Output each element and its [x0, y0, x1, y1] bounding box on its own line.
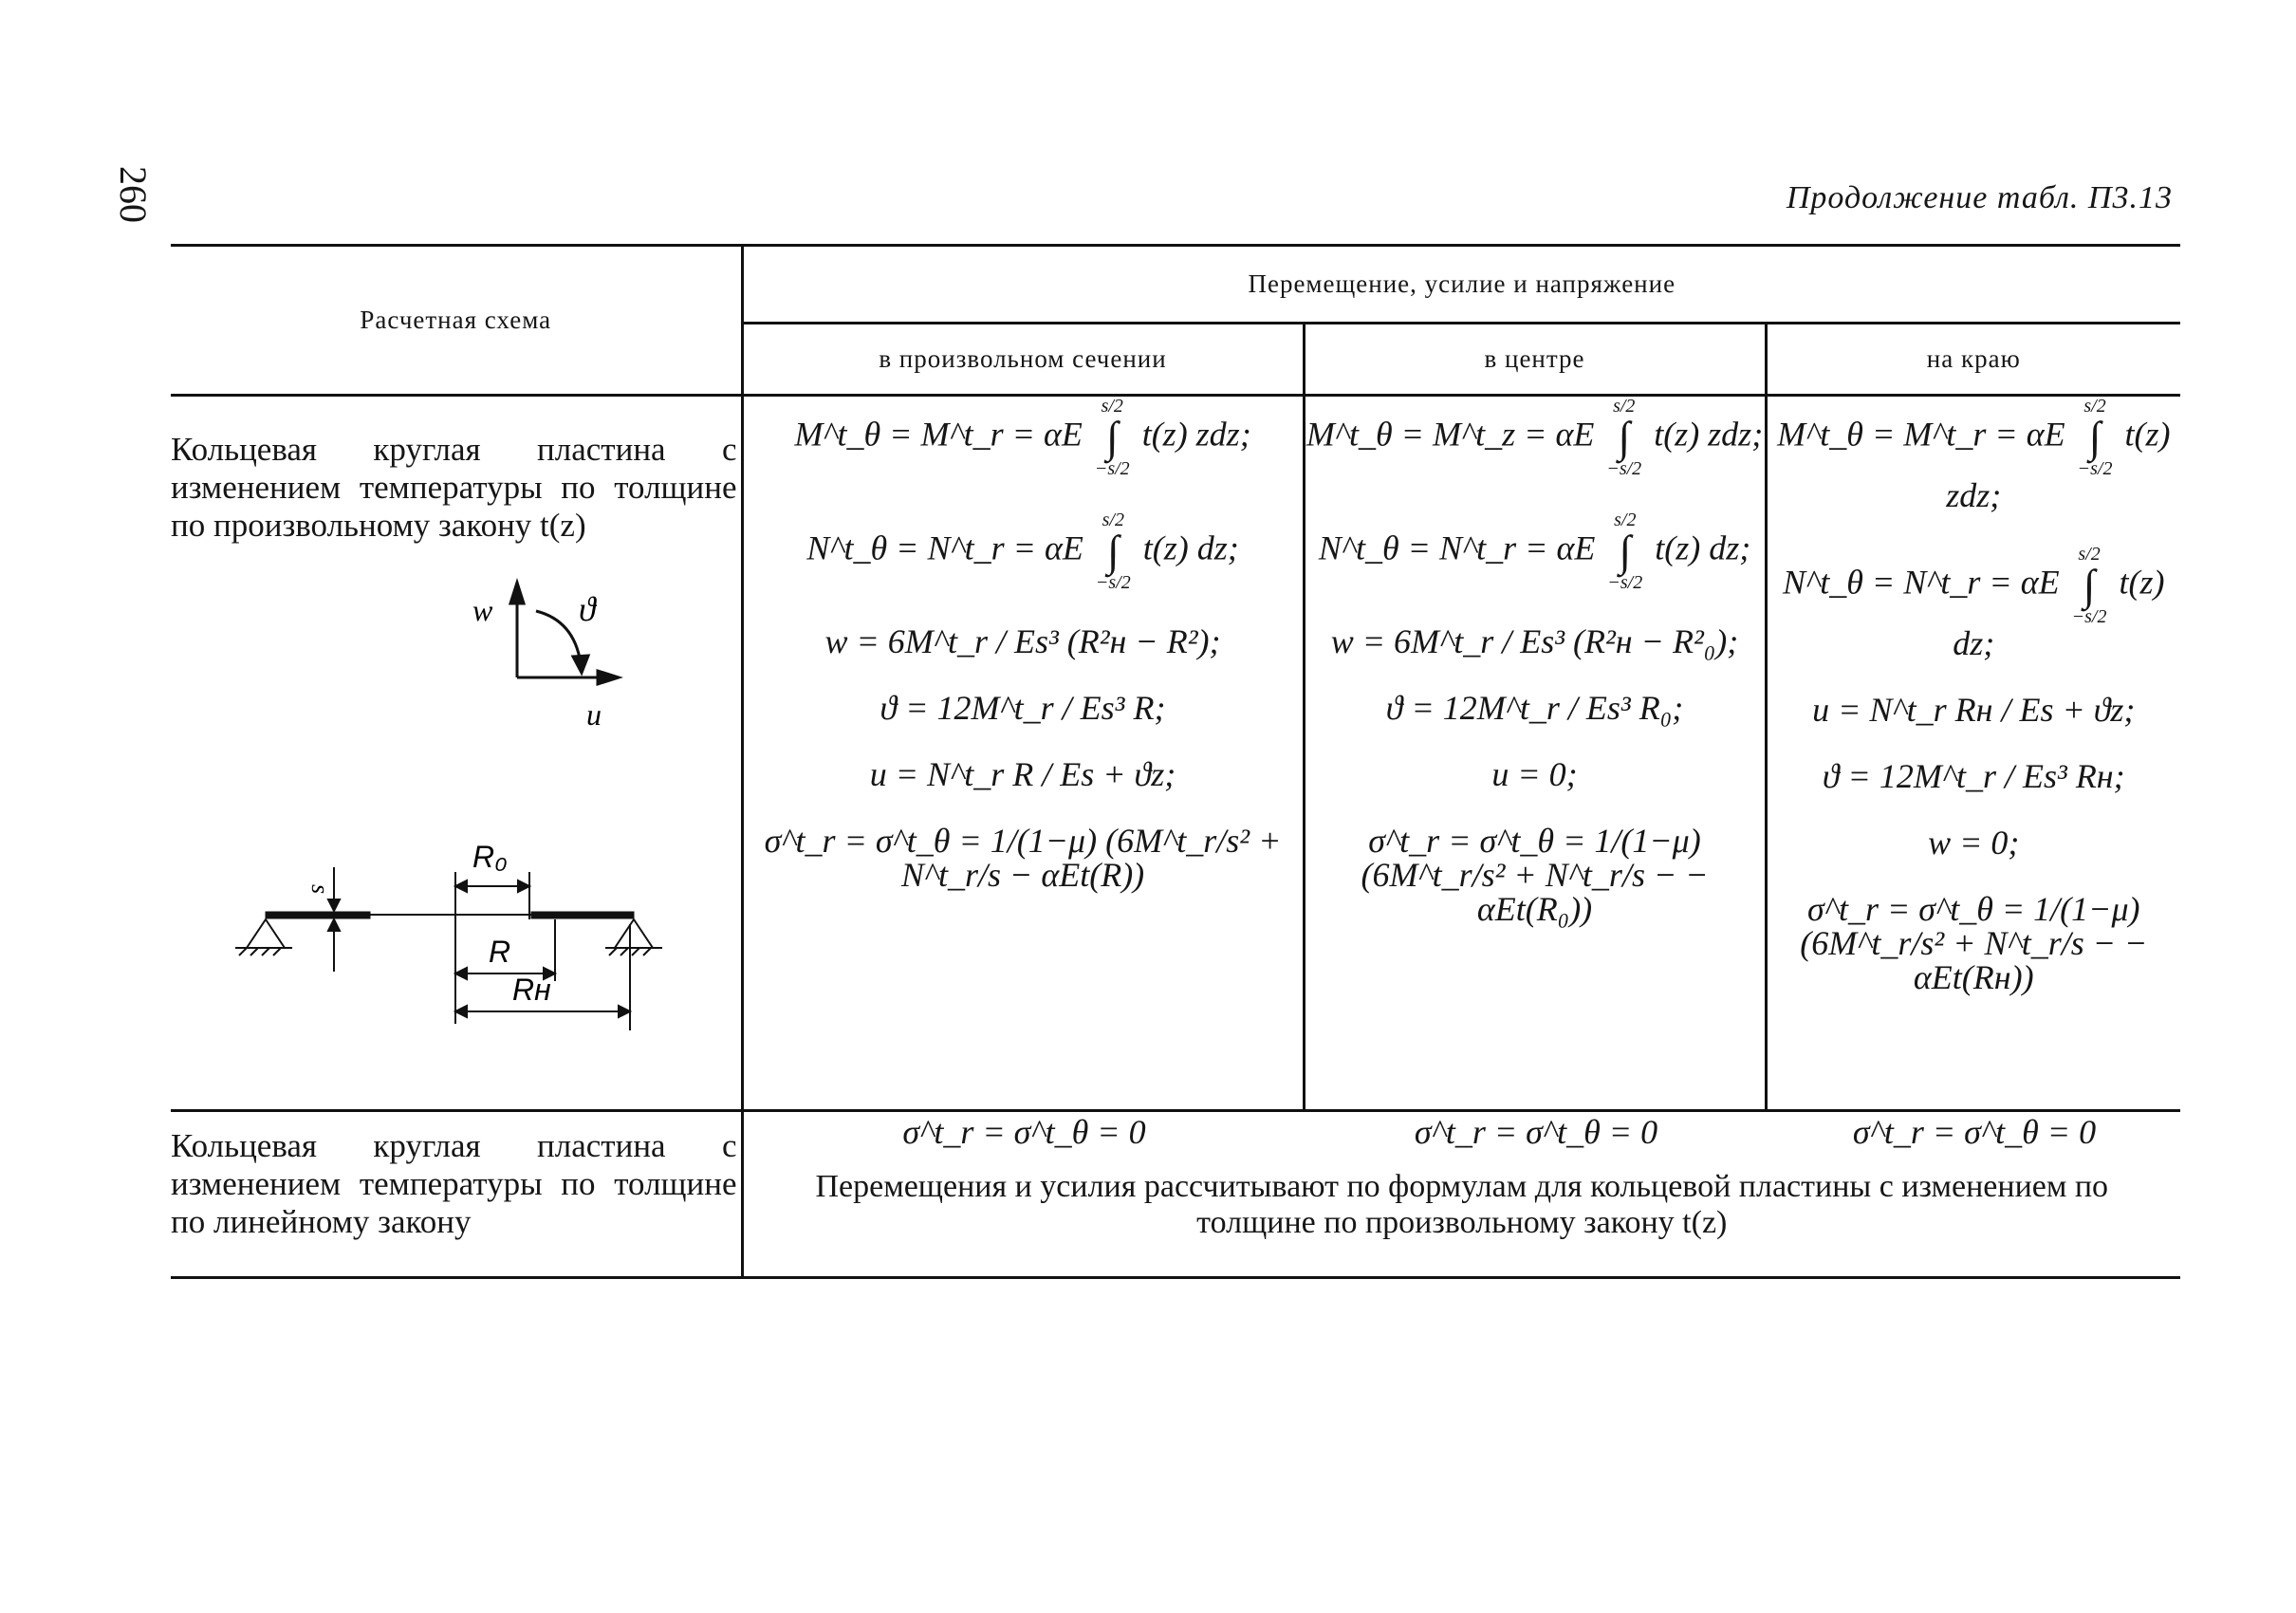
axis-u-label: u: [586, 697, 602, 732]
header-edge: на краю: [1926, 344, 2021, 373]
dim-r0-label: R₀: [472, 840, 508, 874]
sigma-zero-arbitrary: σ^t_r = σ^t_θ = 0: [902, 1113, 1146, 1151]
formulas-arbitrary-section: [742, 396, 1304, 1111]
dim-rn-label: Rн: [512, 973, 551, 1007]
force-formula: N^t_θ = N^t_r = αE s/2 ∫ −s/2 t(z) dz;: [806, 510, 1239, 593]
formulas-center: [1304, 396, 1766, 1111]
plate-diagram: [171, 545, 742, 1076]
moment-formula: M^t_θ = M^t_r = αE s/2 ∫ −s/2 t(z) zdz;: [1777, 396, 2171, 514]
deflection-formula: w = 0;: [1928, 824, 2020, 862]
moment-formula: M^t_θ = M^t_r = αE s/2 ∫ −s/2 t(z) zdz;: [794, 396, 1251, 479]
sigma-zero-edge: σ^t_r = σ^t_θ = 0: [1852, 1113, 2097, 1151]
linear-law-note: Перемещения и усилия рассчитывают по формулам для кольцевой пластины с изменением по толщине по произвольному закону t(z): [815, 1169, 2109, 1240]
deflection-formula: w = 6M^t_r / Es³ (R²н − R²);: [824, 622, 1221, 660]
force-formula: N^t_θ = N^t_r = αE s/2 ∫ −s/2 t(z) dz;: [1783, 544, 2165, 662]
axis-w-label: w: [472, 593, 493, 627]
rotation-formula: ϑ = 12M^t_r / Es³ R;: [880, 689, 1166, 727]
scheme-cell-linear-law: [171, 1111, 742, 1278]
axis-theta-label: ϑ: [579, 590, 596, 628]
header-center: в центре: [1304, 324, 1766, 396]
stress-formula: σ^t_r = σ^t_θ = 1/(1−μ) (6M^t_r/s² + N^t_r/s − αEt(R)): [764, 822, 1282, 894]
scheme-cell-arbitrary-law: [171, 396, 742, 1111]
axes-sketch: [510, 583, 619, 684]
header-group: Перемещение, усилие и напряжение: [742, 246, 2180, 324]
sigma-zero-center: σ^t_r = σ^t_θ = 0: [1414, 1113, 1658, 1151]
stress-formula: σ^t_r = σ^t_θ = 1/(1−μ) (6M^t_r/s² + N^t_r/s − − αEt(Rн)): [1800, 890, 2148, 996]
displacement-formula: u = N^t_r Rн / Es + ϑz;: [1812, 691, 2136, 729]
scheme-description: Кольцевая круглая пластина с изменением температуры по толщине по произвольному закону t(z): [171, 431, 737, 544]
formulas-edge: [1766, 396, 2180, 1111]
plate-sketch: [266, 912, 634, 918]
header-scheme: Расчетная схема: [171, 246, 742, 396]
supports: [235, 919, 662, 955]
rotation-formula: ϑ = 12M^t_r / Es³ R₀;: [1385, 689, 1684, 727]
scheme-description: Кольцевая круглая пластина с изменением температуры по толщине по линейному закону: [171, 1127, 737, 1240]
force-formula: N^t_θ = N^t_r = αE s/2 ∫ −s/2 t(z) dz;: [1318, 510, 1751, 593]
header-arbitrary-section: в произвольном сечении: [742, 324, 1304, 396]
formula-table: [171, 244, 2180, 1279]
stress-formula: σ^t_r = σ^t_θ = 1/(1−μ) (6M^t_r/s² + N^t_r/s − − αEt(R₀)): [1361, 822, 1709, 928]
dim-r-label: R: [489, 935, 511, 969]
thickness-marker: [328, 867, 340, 972]
rotation-formula: ϑ = 12M^t_r / Es³ Rн;: [1822, 757, 2125, 795]
linear-law-results: [742, 1111, 2180, 1278]
moment-formula: M^t_θ = M^t_z = αE s/2 ∫ −s/2 t(z) zdz;: [1305, 396, 1764, 479]
displacement-formula: u = N^t_r R / Es + ϑz;: [869, 755, 1176, 793]
page-number: 260: [112, 166, 155, 223]
sigma-zero-row: [744, 1112, 2182, 1152]
thickness-s-label: s: [306, 884, 334, 895]
displacement-formula: u = 0;: [1491, 755, 1578, 793]
table-continuation-title: Продолжение табл. П3.13: [1786, 180, 2173, 215]
deflection-formula: w = 6M^t_r / Es³ (R²н − R²₀);: [1330, 622, 1739, 660]
